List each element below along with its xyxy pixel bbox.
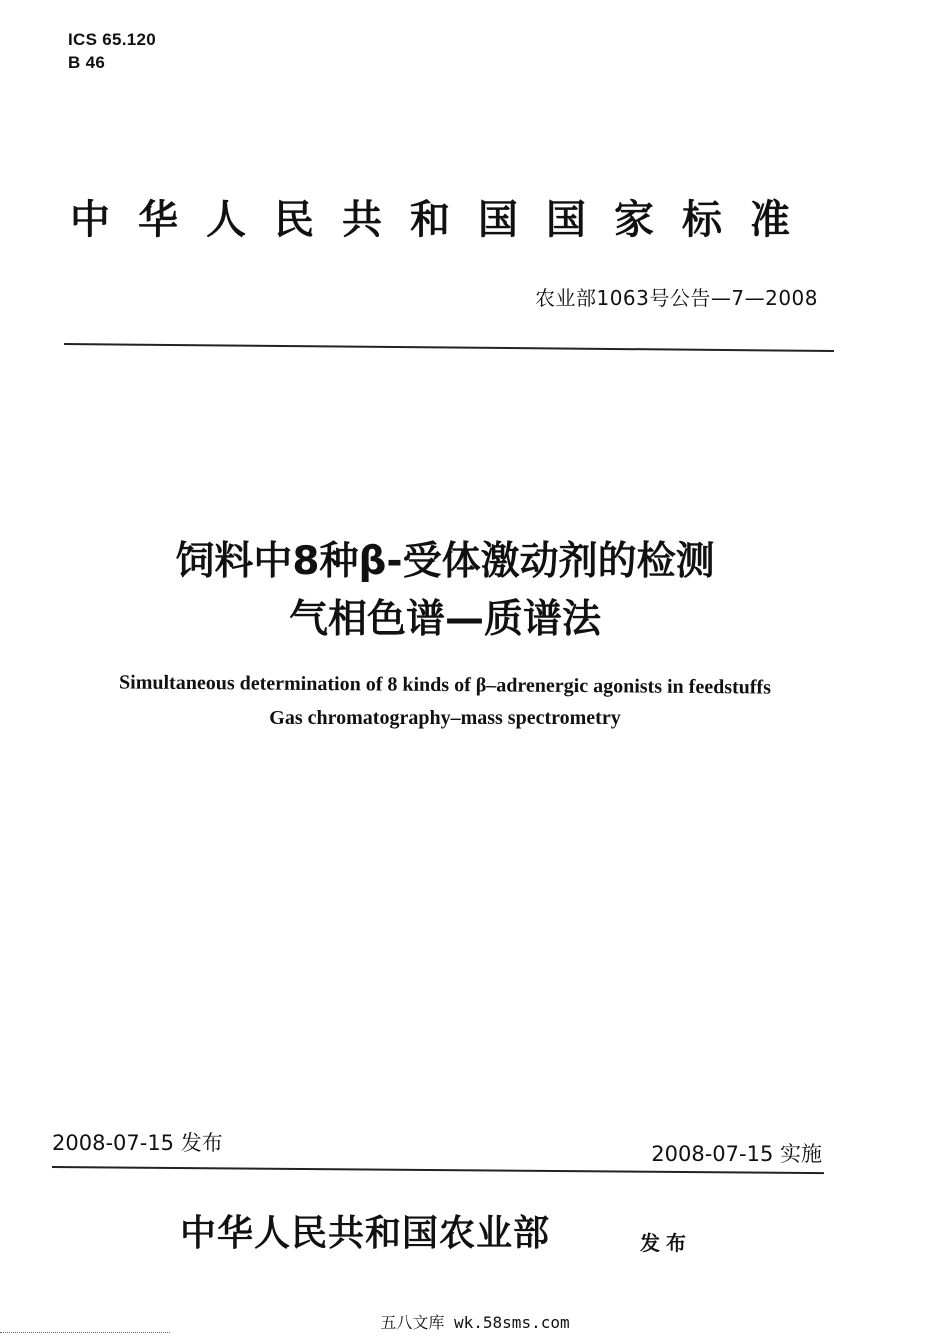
title-en-line1: Simultaneous determination of 8 kinds of β–adrenergic agonists in feedstuffs (118, 671, 772, 699)
national-standard-title: 中华人民共和国国家标准 (70, 197, 818, 243)
standard-number: 农业部1063号公告—7—2008 (534, 286, 818, 310)
title-cn-line1: 饲料中8种β-受体激动剂的检测 (175, 539, 715, 584)
issuing-authority: 中华人民共和国农业部 (180, 1212, 551, 1254)
footer-dotted-line (0, 1332, 170, 1333)
site-watermark: 五八文库 wk.58sms.com (380, 1313, 570, 1332)
issuing-action: 发布 (640, 1231, 692, 1255)
top-divider (64, 343, 834, 352)
ics-code: ICS 65.120 (68, 30, 157, 49)
title-en-line2: Gas chromatography–mass spectrometry (269, 707, 621, 729)
effective-date: 2008-07-15 实施 (651, 1142, 822, 1166)
title-cn-line2: 气相色谱—质谱法 (288, 597, 601, 642)
classification-code: B 46 (68, 53, 106, 72)
issue-date: 2008-07-15 发布 (52, 1131, 223, 1155)
